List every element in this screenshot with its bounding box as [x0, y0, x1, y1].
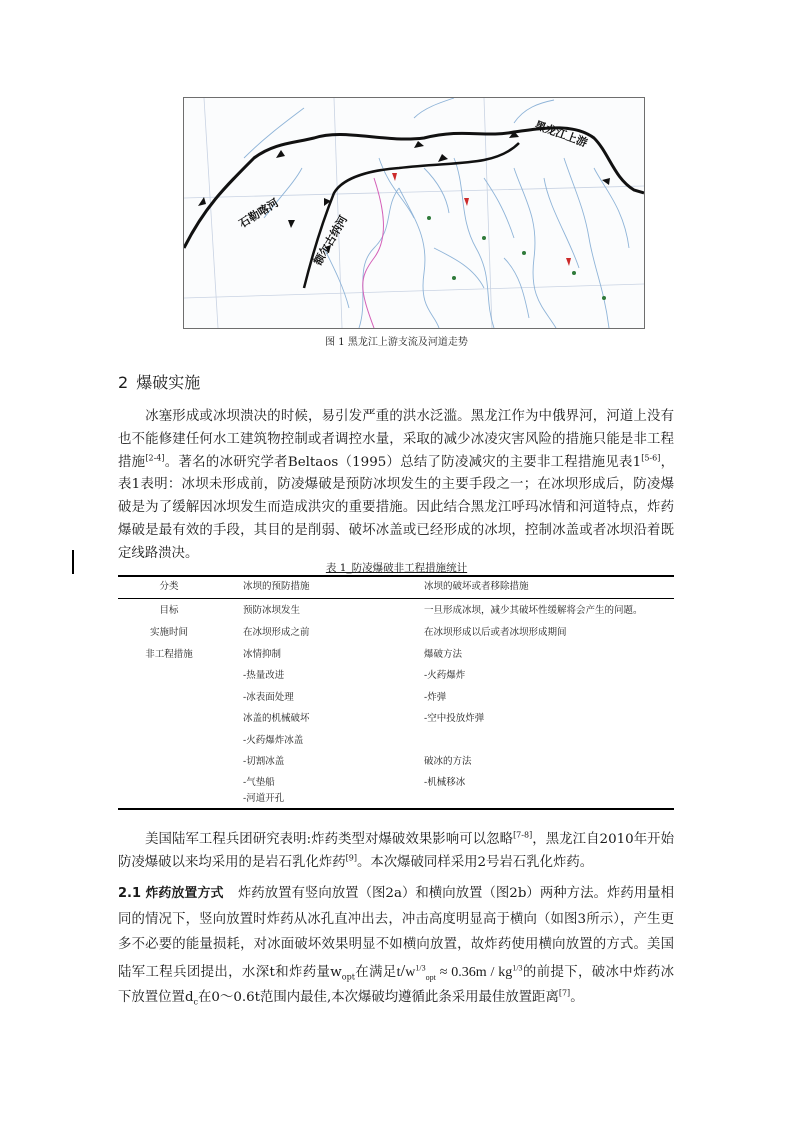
- table-cell: -热量改进: [243, 670, 285, 681]
- formula-t: t: [396, 964, 401, 980]
- para2-text-2: ，黑龙江自2010年开始防凌爆破以来均采用的是岩石乳化炸药: [118, 832, 675, 870]
- subsection-text-3: 的前提下，破冰中炸药冰下放置位置d: [118, 964, 675, 1005]
- citation: [9]: [345, 853, 357, 863]
- section-number: 2: [118, 373, 129, 392]
- table-cell: -冰表面处理: [243, 692, 294, 703]
- table-cell: 在冰坝形成之前: [243, 627, 310, 638]
- table-cell: 冰盖的机械破坏: [243, 713, 310, 724]
- formula-w: w: [405, 964, 416, 980]
- formula-value: ≈ 0.36m / kg: [435, 964, 513, 980]
- subsection-text-5: 。: [570, 990, 584, 1005]
- table-cell: -机械移冰: [424, 777, 466, 788]
- table-cell: 目标: [159, 605, 179, 616]
- table-cell: -河道开孔: [243, 793, 285, 804]
- citation: [7]: [558, 988, 571, 998]
- table-header: 冰坝的破坏或者移除措施: [424, 581, 529, 592]
- formula: [396, 960, 523, 982]
- table-cell: -火药爆炸冰盖: [243, 735, 304, 746]
- table-header: 冰坝的预防措施: [243, 581, 310, 592]
- subsection-text-2: 在满足: [354, 964, 397, 980]
- formula-exponent: 1/3: [415, 962, 426, 972]
- citation: [5-6]: [641, 453, 661, 463]
- table-cell: 非工程措施: [145, 649, 193, 660]
- paragraph-1: [118, 406, 674, 566]
- table-cell: 冰情抑制: [243, 649, 282, 660]
- table-header-rule: [118, 598, 674, 599]
- subsection-number: 2.1: [118, 886, 142, 901]
- table-bottom-rule: [118, 808, 674, 810]
- table-cell: 破冰的方法: [424, 756, 472, 767]
- table-cell: 实施时间: [149, 627, 188, 638]
- subsection-2-1: [118, 881, 674, 1011]
- subsection-text-4: 在0～0.6t范围内最佳,本次爆破均遵循此条采用最佳放置距离: [198, 990, 559, 1005]
- river-label-argun: 额尔古纳河: [311, 213, 351, 268]
- table-top-rule: [118, 575, 674, 577]
- subsection-text-1: 炸药放置有竖向放置（图2a）和横向放置（图2b）两种方法。炸药用量相同的情况下，竖向放置时炸药从冰孔直冲出去，冲击高度明显高于横向（如图3所示），产生更多不必要的能量损耗，对冰面破坏效果明显不如横向放置，故炸药使用横向放置的方式。美国陆军工程兵团提出，水深t和炸药量w: [118, 886, 674, 980]
- river-label-amur: 黑龙江上游: [532, 118, 590, 150]
- table-caption-text: 表 1_防凌爆破非工程措施统计: [325, 562, 468, 574]
- river-map-graphic: [184, 98, 644, 328]
- section-heading: [118, 370, 200, 393]
- para2-text-3: 。本次爆破同样采用2号岩石乳化炸药。: [356, 854, 594, 870]
- table-caption: [0, 560, 793, 575]
- formula-subscript: opt: [425, 972, 436, 982]
- table-cell: -切割冰盖: [243, 756, 285, 767]
- table-cell: 爆破方法: [424, 649, 463, 660]
- table-cell: 预防冰坝发生: [243, 605, 301, 616]
- citation: [2-4]: [145, 453, 165, 463]
- formula-slash: /: [400, 960, 406, 980]
- river-label-shilka: 石勒喀河: [236, 196, 281, 231]
- formula-exponent: 1/3: [512, 962, 523, 972]
- para1-text-2: 。著名的冰研究学者Beltaos（1995）总结了防凌减灾的主要非工程措施见表1: [164, 454, 642, 470]
- para1-text-1: 冰塞形成或冰坝溃决的时候，易引发严重的洪水泛滥。黑龙江作为中俄界河，河道上没有也不能修建任何水工建筑物控制或者调控水量，采取的减少冰凌灾害风险的措施只能是非工程措施: [118, 409, 674, 470]
- table-cell: -空中投放炸弹: [424, 713, 485, 724]
- table-cell: 在冰坝形成以后或者冰坝形成期间: [424, 627, 567, 638]
- subscript: c: [193, 997, 199, 1007]
- section-title: 爆破实施: [136, 373, 201, 392]
- figure-map: [183, 97, 645, 329]
- table-header: 分类: [159, 581, 179, 592]
- para2-text-1: 美国陆军工程兵团研究表明:炸药类型对爆破效果影响可以忽略: [145, 832, 514, 847]
- table-cell: -火药爆炸: [424, 670, 466, 681]
- para1-text-3: ，表1表明：冰坝未形成前，防凌爆破是预防冰坝发生的主要手段之一；在冰坝形成后，防凌爆破是为了缓解因冰坝发生而造成洪灾的重要措施。因此结合黑龙江呼玛冰情和河道特点，炸药爆破是最有效的手段，其目的是削弱、破坏冰盖或已经形成的冰坝，控制冰盖或者冰坝沿着既定线路溃决。: [118, 454, 675, 561]
- subscript: opt: [341, 972, 355, 982]
- citation: [7-8]: [513, 830, 533, 840]
- figure-caption: 图 1 黑龙江上游支流及河道走势: [325, 337, 468, 348]
- table-cell: -气垫船: [243, 777, 275, 788]
- paragraph-2: [118, 829, 674, 875]
- subsection-title: 炸药放置方式: [145, 886, 224, 901]
- table-cell: 一旦形成冰坝，减少其破坏性缓解将会产生的问题。: [424, 605, 643, 616]
- table-cell: -炸弹: [424, 692, 447, 703]
